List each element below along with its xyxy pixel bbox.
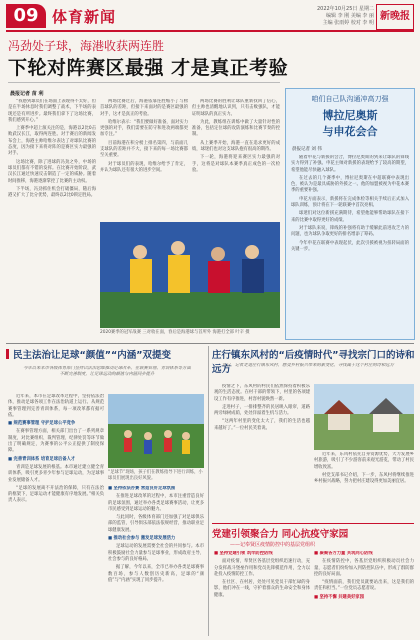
header-date-line: 编辑 李 刚 美编 李 丽 [326,13,374,19]
paragraph: 村党支部书记介绍，下一步，东风村将继续推进乡村振兴战略，努力把村庄建设得更加美丽宜居。 [314,472,414,485]
paragraph: 与此同时，各级体育部门还加强了对足球俱乐部的监管，引导俱乐部依法依规经营，推动职业足球健康发展。 [108,515,204,533]
paragraph: “这两年村里的变化太大了，我们的生活也越来越好了。”一位村民笑着说。 [214,419,310,431]
title-marker [6,349,9,359]
paragraph: 这场比赛，除了进球的冯劲之外，中场的球员们都有不错的发挥。在比赛开始阶段，武汉长江通过快速反击制造了一定的威胁。随着时间推移，海港逐渐掌控了比赛的主动权。 [8,159,96,184]
paragraph: 疫情之下，东风村的村民们依然保持着积极乐观的生活态度。在村干部的带领下，村里的各项建设工作有序推进，村容村貌焕然一新。 [214,384,310,402]
lead-column-3 [192,99,280,219]
paragraph: “我感到球员们在场面上表现得不太好，但是在半场休息时我们调整了战术，下半场的表现还是有所进步。最终我们拿下了这场比赛，我们感到开心。” [8,99,96,123]
paragraph: “足球的发展离不开法治的保障，只有在法治的框架下，足球运动才能健康有序地发展。”相关负责人表示。 [8,485,104,504]
training-photo-illustration [108,394,204,468]
paragraph: 走进村子，一排排整齐的民居映入眼帘，道路两旁绿树成荫，处处洋溢着生机与活力。 [214,404,310,417]
paragraph: 下一轮，海港将迎来赛区实力最强的对手，这将是对球队本赛季真正成色的一次检验。 [192,155,280,173]
page-header [6,4,414,30]
paragraph: 随着申花与新援的会合，博拉尼奥斯的到来让球队的锋线实力得到了补强。申花主帅对新援的表现给予了较高的期望，希望他能尽快融入球队。 [291,155,409,173]
sidebar-box [285,88,415,340]
paragraph: 为此，教练组在训练中做了大量针对性的准备，包括定位球的攻防演练和比赛节奏的控制。 [192,119,280,138]
section-divider [6,343,414,344]
paragraph: 面对疫情，奉贤区各基层党组织迅速行动，充分发挥战斗堡垒作用和党员先锋模范作用，全力以赴投入疫情防控工作。 [214,559,310,577]
divider [8,82,280,83]
section-title: 体育新闻 [52,8,117,26]
bottom-left-column-2 [108,486,204,636]
deck-text: 今年以来本市各级体育部门坚持以法治思维推动足球改革，在联赛管理、青训体系等方面不断完善制度，让足球运动的颜值与内涵同步提升 [23,366,191,378]
paragraph: 在疫情防控中，各基层党组织积极动员社会力量，志愿者们纷纷加入到防控队伍中，形成了群防群控的良好局面。 [314,559,414,577]
bottom-right-title: 庄行镇东风村的“后疫情时代”寻找宗门口的诗和远方 [212,350,415,375]
lead-headline: 下轮对阵赛区最强 才是真正考验 [8,57,289,79]
lead-kicker: 冯劲处子球，海港收获两连胜 [8,39,165,53]
paragraph: 两场比赛过后，海港依靠连胜缩小了与榜首球队的差距，但接下来面对的是赛区最强的对手，这才是真正的考验。 [100,99,188,117]
sidebar-kicker: 咱们自己队沟通冲高刀强 [311,95,389,103]
header-rule [6,30,414,32]
paragraph: 上赛季中超上演关注的是，海港以2比0击败武汉长江，取得两连胜。对于赛后的新闻发布会上，海港主帅哈维尔表达了对球队比赛的态度，因为接下来将对阵的是赛区实力最强的对手。 [8,126,96,157]
paragraph: 在推进足球改革的过程中，本市注重营造良好的足球氛围，通过举办各类足球赛事活动，让更多市民感受到足球运动的魅力。 [108,494,204,512]
paragraph: 近年来，东风村依托自身资源优势，大力发展乡村旅游，吸引了不少游客前来观光游览，带动了村民增收致富。 [314,452,414,470]
lead-column-2 [100,99,188,219]
kids-photo-caption: “足球节”现场，孩子们在教练指导下进行训练，小球员们展现出良好风貌。 [108,470,203,481]
header-date-line: 主编 张雨婷 校对 李 明 [322,20,374,26]
paragraph: 球迷们对这位新援充满期待，希望他能够帮助球队在接下来的比赛中取得更好的成绩。 [291,211,409,223]
paragraph: 哈维尔表示：“我们要做好准备，面对实力更强的对手，我们需要在防守和进攻两端都更加专注。” [100,119,188,138]
subheading: ■ 规范赛事管理 守护足球公平竞争 [8,421,76,427]
lead-byline: 晨报记者 苗 利 [10,91,44,97]
party-section-title: 党建引领聚合力 同心抗疫守家园 [212,529,349,540]
paragraph: 对于球员们的表现，哈维尔给予了肯定，并认为球队还有很大的进步空间。 [100,161,188,173]
lead-column-1 [8,99,96,341]
header-date-line: 2022年10月25日 星期二 [316,6,374,12]
subheading: ■ 坚持依法办赛 营造良好足球氛围 [108,486,176,491]
subheading: ■ 完善青训体系 培育足球后备人才 [8,456,76,462]
newspaper-logo: 新晚报 [376,4,414,30]
bottom-left-header [6,347,206,361]
paragraph: 在过去的几个赛季中，博拉尼奥斯在中超联赛中表现出色，被认为是最具威胁的外援之一。他的加盟被视为申花本赛季的重要补强。 [291,175,409,194]
bottom-left-title: 民主法治让足球“颜值”“内涵”双提变 [13,350,171,361]
deck-text: 近日，记者走进庄行镇东风村，感受乡村振兴带来的新变化，寻找属于这个村庄的诗和远方 [222,363,394,368]
bottom-right-column-1 [214,384,310,522]
paragraph: 近年来，本市在足球改革过程中，坚持依法治体，推动足球各项工作在法治轨道上运行。从规范赛事管理到完善青训体系，每一项改革都有据可依。 [8,394,104,418]
lead-photo [100,222,280,328]
sidebar-body [291,155,409,335]
paragraph: 在社区、在村居，处处可见党员干部忙碌的身影，他们冲在一线，守护着群众的生命安全和身体健康。 [214,580,310,598]
paragraph: 两场比赛的胜利让球队重新找回了信心，但主帅也清醒地认识到，只有击败强队，才能证明球队的真正实力。 [192,99,280,117]
paragraph: 目前海港在积分榜上排名第四，与前面几支球队的差距并不大，接下来的每一场比赛都至关重要。 [100,140,188,159]
paragraph: 从上赛季开始，海港一直在追求更好的成绩，球迷们也对这支球队抱有很高的期待。 [192,140,280,153]
paragraph: 下半场，冯劲抓住机会打破僵局，随后海港又扩大了比分优势，最终以2比0锁定胜局。 [8,186,96,199]
subheading: ■ 坚持不懈 共建美好家园 [314,594,365,600]
paragraph: 青训是足球发展的根基。本市通过建立健全青训体系，吸引更多青少年参与足球运动，为足球事业发展储备人才。 [8,464,104,483]
bottom-right-deck [222,363,408,383]
party-section-subtitle: ——记奉贤区疫情防控中的基层党组织 [230,542,316,548]
party-column-2 [314,551,414,636]
party-divider [212,523,414,524]
party-column-1 [214,551,310,636]
players-photo-illustration [100,222,280,328]
subheading: ■ 凝聚各方力量 共筑同心防线 [314,551,373,556]
paragraph: 今年申花在联赛中表现起伏，此次引援被视为扭转局面的关键一步。 [291,240,409,252]
subheading: ■ 坚持党建引领 筑牢防控防线 [214,551,273,556]
bottom-right-column-2 [314,452,414,524]
column-divider [208,346,209,636]
paragraph: “疫情面前，我们党员就要站出来，这是我们的责任和担当。”一位党员志愿者说。 [314,580,414,592]
bottom-left-deck [22,366,192,392]
sidebar-byline: 晨报记者 刘 伟 [292,147,322,152]
subheading: ■ 推动社会参与 激发足球发展活力 [108,536,176,542]
paragraph: 足球运动的发展需要全社会的共同参与。本市积极鼓励社会力量参与足球事业，形成政府主导、社会参与的良好格局。 [108,544,204,562]
bottom-left-column-1 [8,394,104,636]
paragraph: 据了解，今年以来，全市已举办各类足球赛事数百场，参与人数创历史新高，足球的“颜值”与“内涵”实现了同步提升。 [108,565,204,583]
village-photo-illustration [314,384,414,450]
sidebar-title-line2: 与申花会合 [322,125,378,138]
sidebar-title-line1: 博拉尼奥斯 [322,109,378,122]
paragraph: 对于球队来说，锋线的补强将有助于缓解此前进攻乏力的问题，也为球队争取更好的排名增添了筹码。 [291,225,409,238]
paragraph: 在赛事管理方面，相关部门出台了一系列规章制度，对比赛组织、裁判管理、纪律处罚等环节做出了明确规定，为赛事的公平公正提供了制度保障。 [8,429,104,454]
paragraph: 申花方面表示，新援将在完成体检等相关手续后正式加入球队训练，预计将在下一轮联赛中首次亮相。 [291,196,409,209]
header-date-info [317,6,374,27]
village-photo [314,384,414,450]
page-number: 09 [6,4,46,28]
lead-photo-caption: 2020赛季的冠军战赛 三对收在面，春后是海港球与首所外 海港打全部 叶辛 摄 [100,330,250,335]
kids-training-photo [108,394,204,468]
